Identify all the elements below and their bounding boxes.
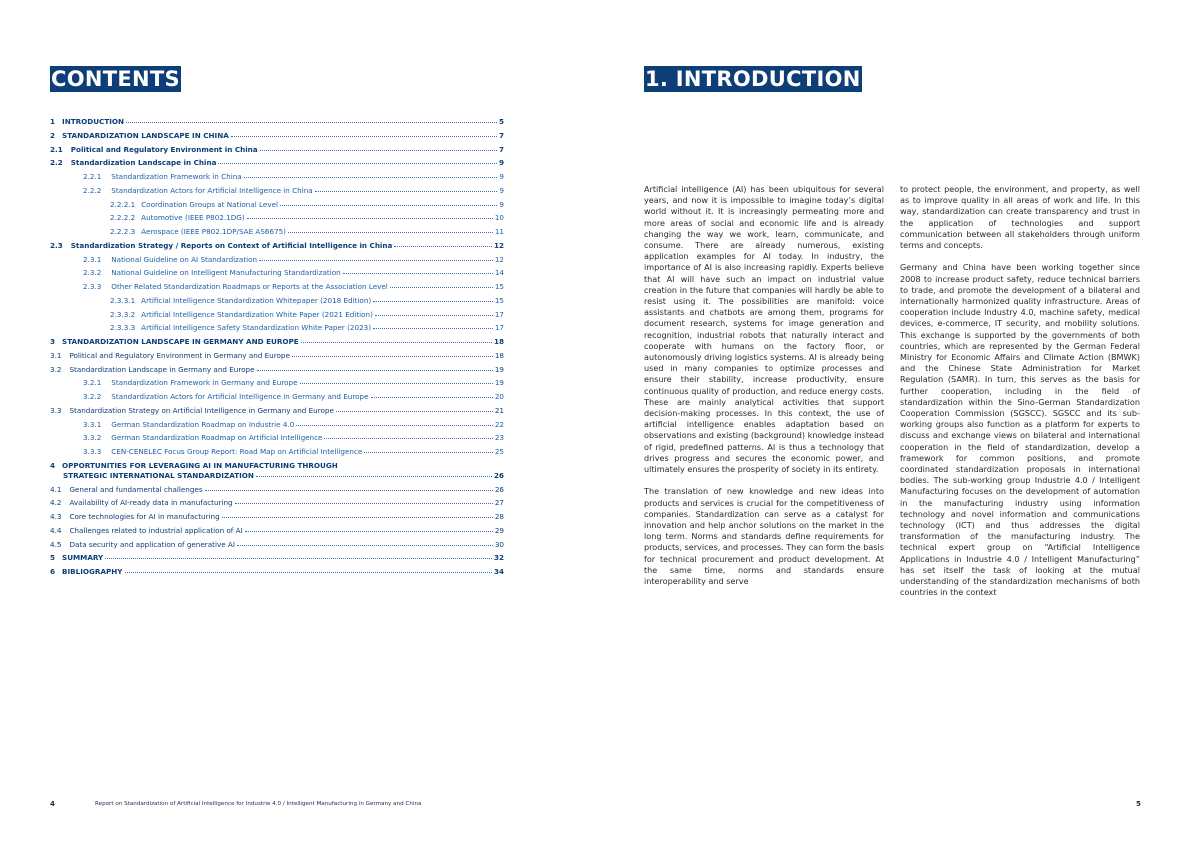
right-page-number: 5 (1136, 800, 1141, 808)
toc-entry-title: Standardization Framework in China (111, 172, 242, 181)
toc-entry[interactable] (50, 447, 504, 461)
toc-entry-title: National Guideline on Intelligent Manufacturing Standardization (111, 268, 341, 278)
toc-entry[interactable] (50, 512, 504, 526)
toc-entry-page: 17 (494, 309, 504, 319)
left-page-number: 4 (50, 800, 55, 808)
toc-entry[interactable] (50, 553, 504, 567)
intro-column-1 (644, 184, 884, 598)
table-of-contents (50, 117, 504, 581)
toc-entry-number: 4.2 (50, 498, 62, 508)
toc-entry[interactable] (50, 540, 504, 554)
toc-entry-page: 32 (493, 553, 504, 563)
toc-leader-dots (364, 452, 493, 453)
toc-entry-title: Aerospace (IEEE P802.1DP/SAE AS6675) (141, 227, 286, 236)
intro-column-2 (900, 184, 1140, 610)
toc-entry-page: 18 (494, 350, 504, 360)
toc-entry-number: 2.3.1 (83, 254, 102, 264)
toc-entry-title: Availability of AI-ready data in manufacturing (69, 498, 233, 508)
toc-entry-number: 3.3 (50, 405, 62, 415)
toc-entry-title: National Guideline on AI Standardization (111, 254, 258, 264)
toc-leader-dots (292, 356, 493, 357)
toc-entry[interactable] (50, 351, 504, 365)
toc-entry-page: 26 (493, 470, 504, 480)
toc-entry-number: 6 (50, 567, 56, 576)
toc-entry-number: 3.3.2 (83, 433, 102, 443)
toc-entry-title: SUMMARY (62, 553, 104, 563)
toc-entry-title: German Standardization Roadmap on Artificial Intelligence (111, 433, 323, 443)
toc-entry-title: Artificial Intelligence Standardization Whitepaper (2018 Edition) (141, 295, 372, 305)
toc-entry-title: Political and Regulatory Environment in Germany and Europe (69, 350, 290, 360)
toc-entry-number: 3.2 (50, 364, 62, 374)
toc-entry[interactable] (50, 420, 504, 434)
toc-leader-dots (105, 558, 492, 559)
toc-entry-title: OPPORTUNITIES FOR LEVERAGING AI IN MANUFACTURING THROUGH (62, 460, 338, 470)
toc-entry-title: Standardization Framework in Germany and Europe (111, 378, 298, 388)
toc-entry[interactable] (50, 268, 504, 282)
toc-entry-number: 2.3.3.2 (110, 309, 136, 319)
toc-entry-title: CEN-CENELEC Focus Group Report: Road Map on Artificial Intelligence (111, 447, 363, 456)
toc-leader-dots (324, 438, 492, 439)
toc-entry-page: 9 (498, 158, 504, 168)
toc-leader-dots (247, 218, 493, 219)
toc-entry[interactable] (50, 310, 504, 324)
toc-entry-number: 3.1 (50, 350, 62, 360)
toc-entry-page: 9 (499, 185, 504, 195)
toc-entry-number: 2.3.3 (83, 282, 102, 291)
toc-leader-dots (373, 301, 493, 302)
toc-entry-number: 2.1 (50, 144, 63, 154)
toc-entry-title: German Standardization Roadmap on Industrie 4.0 (111, 419, 295, 429)
toc-leader-dots (280, 205, 497, 206)
toc-entry-title: Political and Regulatory Environment in China (70, 144, 258, 154)
toc-entry[interactable] (50, 526, 504, 540)
toc-entry[interactable] (50, 296, 504, 310)
toc-entry[interactable] (50, 172, 504, 186)
toc-leader-dots (260, 150, 497, 151)
toc-entry-title: Standardization Actors for Artificial Intelligence in China (111, 185, 313, 195)
toc-entry-number: 3.3.1 (83, 419, 102, 429)
toc-entry-page: 15 (494, 295, 504, 305)
toc-leader-dots (394, 246, 492, 247)
toc-entry-title: Artificial Intelligence Safety Standardization White Paper (2023) (141, 323, 372, 333)
toc-entry[interactable] (50, 241, 504, 255)
toc-entry-title: Coordination Groups at National Level (141, 199, 278, 209)
toc-entry-page: 23 (494, 433, 504, 443)
toc-entry[interactable] (50, 282, 504, 296)
toc-entry[interactable] (50, 485, 504, 499)
toc-entry-title: Core technologies for AI in manufacturing (69, 512, 220, 521)
toc-entry[interactable] (50, 365, 504, 379)
toc-entry[interactable] (50, 186, 504, 200)
toc-entry-number: 2.3 (50, 240, 63, 250)
toc-leader-dots (288, 232, 493, 233)
toc-entry[interactable] (50, 406, 504, 420)
toc-entry-title: Data security and application of generative AI (69, 539, 235, 549)
toc-leader-dots (256, 476, 492, 477)
toc-leader-dots (336, 411, 493, 412)
introduction-heading: 1. INTRODUCTION (645, 67, 861, 91)
toc-entry-title: Standardization Actors for Artificial Intelligence in Germany and Europe (111, 392, 369, 401)
toc-entry-title: BIBLIOGRAPHY (62, 567, 123, 576)
toc-entry-title: Standardization Strategy / Reports on Context of Artificial Intelligence in China (70, 240, 393, 250)
toc-entry-title: Artificial Intelligence Standardization White Paper (2021 Edition) (141, 309, 373, 319)
toc-entry[interactable] (50, 498, 504, 512)
toc-entry-number: 3.2.2 (83, 392, 102, 401)
toc-entry[interactable] (50, 213, 504, 227)
toc-entry-title: STANDARDIZATION LANDSCAPE IN CHINA (62, 130, 229, 140)
toc-leader-dots (237, 545, 493, 546)
toc-entry-title: Automotive (IEEE P802.1DG) (141, 213, 245, 223)
toc-entry[interactable] (50, 255, 504, 269)
toc-entry-title: Challenges related to industrial application of AI (69, 525, 243, 535)
toc-entry-number: 4.4 (50, 525, 62, 535)
toc-entry[interactable] (50, 227, 504, 241)
toc-entry-page: 19 (494, 364, 504, 374)
toc-entry-page: 21 (494, 405, 504, 415)
toc-entry-page: 9 (499, 172, 504, 181)
toc-entry-title: STRATEGIC INTERNATIONAL STANDARDIZATION (63, 470, 254, 480)
toc-leader-dots (375, 315, 493, 316)
intro-paragraph: Artificial intelligence (AI) has been ubiquitous for several years, and now it is impossible to imagine today’s digital world without it. It is increasingly permeating more and more areas of social and economic life and is already changing the way we work, learn, communicate, and consume. There are already numerous, existing application examples for AI today. In industry, the importance of AI is also increasing rapidly. Experts believe that AI will have such an impact on industrial value creation in the future that companies will hardly be able to resist using it. The possibilities are manifold: voice assistants and chatbots are among them, programs for document research, systems for image generation and recognition, industrial robots that naturally interact and cooperate with humans on the factory floor, or autonomously driving logistics systems. AI is already being used in many companies to optimize processes and ensure their stability, increase productivity, ensure continuous quality of production, and reduce energy costs. These are mainly analytical activities that support decision-making processes. In this context, the use of artificial intelligence enables adaptation based on observations and existing (background) knowledge instead of rigid, predefined patterns. AI is thus a technology that drives progress and secures the economic power, and ultimately ensures the prosperity of society in its entirety. (644, 184, 884, 475)
toc-entry-page: 7 (498, 144, 504, 154)
toc-entry-page: 10 (494, 213, 504, 223)
toc-entry-number: 2.3.3.1 (110, 295, 136, 305)
toc-entry-title: Other Related Standardization Roadmaps or Reports at the Association Level (111, 282, 388, 291)
toc-entry[interactable] (50, 158, 504, 172)
toc-entry-number: 3 (50, 337, 56, 346)
toc-entry[interactable] (50, 323, 504, 337)
toc-entry-number: 4.1 (50, 484, 62, 494)
toc-entry-page: 5 (498, 117, 504, 126)
toc-leader-dots (126, 122, 497, 123)
toc-entry-number: 3.2.1 (83, 378, 102, 388)
toc-entry-number: 1 (50, 117, 56, 126)
toc-entry-title: Standardization Landscape in China (70, 158, 217, 168)
toc-entry-number: 2.2.2.1 (110, 199, 136, 209)
toc-entry-number: 2.2.2.2 (110, 213, 136, 223)
toc-leader-dots (245, 531, 493, 532)
toc-entry-page: 27 (494, 498, 504, 508)
toc-leader-dots (296, 425, 493, 426)
toc-leader-dots (218, 163, 497, 164)
toc-entry-page: 28 (494, 512, 504, 521)
toc-entry-title: STANDARDIZATION LANDSCAPE IN GERMANY AND EUROPE (62, 337, 299, 346)
toc-entry-number: 4.5 (50, 539, 62, 549)
toc-entry-number: 2.2 (50, 158, 63, 168)
toc-leader-dots (390, 287, 493, 288)
toc-entry[interactable] (50, 378, 504, 392)
toc-entry-page: 34 (493, 567, 504, 576)
intro-paragraph: Germany and China have been working together since 2008 to increase product safety, reduce technical barriers to trade, and promote the development of a bilateral and internationally harmonized quality infrastructure. Areas of cooperation include Industry 4.0, machine safety, medical devices, e-commerce, IT security, and mobility solutions. This exchange is supported by the governments of both countries, which are represented by the German Federal Ministry for Economic Affairs and Climate Action (BMWK) and the Chinese State Administration for Market Regulation (SAMR). In turn, this serves as the basis for further cooperation, including in the field of standardization within the Sino-German Standardization Cooperation Commission (SGSCC). SGSCC and its sub-working groups also function as a platform for experts to discuss and exchange views on bilateral and international cooperation in the field of standardization, develop a framework for common positions, and promote coordinated standardization proposals in international bodies. The sub-working group Industrie 4.0 / Intelligent Manufacturing focuses on the development of automation in the manufacturing industry using information technology and novel information and communications technology (ICT) and thus addresses the digital transformation of the manufacturing industry. The technical expert group on “Artificial Intelligence Applications in Industrie 4.0 / Intelligent Manufacturing” has set itself the task of looking at the mutual understanding of the standardization mechanisms of both countries in the context (900, 262, 1140, 598)
toc-entry[interactable] (50, 200, 504, 214)
toc-entry-page: 18 (493, 337, 504, 346)
toc-entry-page: 14 (494, 268, 504, 278)
toc-leader-dots (300, 383, 493, 384)
toc-leader-dots (257, 370, 493, 371)
contents-heading: CONTENTS (51, 67, 180, 91)
toc-leader-dots (373, 328, 493, 329)
toc-entry-title: INTRODUCTION (62, 117, 125, 126)
toc-entry-title: Standardization Strategy on Artificial Intelligence in Germany and Europe (69, 405, 334, 415)
toc-entry-number: 4.3 (50, 512, 62, 521)
toc-entry-number: 5 (50, 553, 56, 563)
toc-leader-dots (205, 490, 493, 491)
toc-entry[interactable] (50, 337, 504, 351)
toc-entry-page: 20 (494, 392, 504, 401)
toc-entry[interactable] (50, 471, 504, 485)
toc-entry-page: 25 (494, 447, 504, 456)
toc-entry-page: 7 (498, 130, 504, 140)
toc-entry-page: 9 (499, 199, 504, 209)
toc-entry[interactable] (50, 131, 504, 145)
toc-entry-number: 4 (50, 460, 56, 470)
toc-entry-page: 26 (494, 484, 504, 494)
toc-entry-page: 19 (494, 378, 504, 388)
toc-leader-dots (301, 342, 492, 343)
toc-entry-number: 2.2.1 (83, 172, 102, 181)
toc-entry-title: General and fundamental challenges (69, 484, 203, 494)
toc-entry-page: 12 (493, 240, 504, 250)
toc-entry-page: 29 (494, 525, 504, 535)
toc-entry-page: 15 (494, 282, 504, 291)
toc-entry[interactable] (50, 117, 504, 131)
toc-entry-number: 3.3.3 (83, 447, 102, 456)
toc-entry[interactable] (50, 433, 504, 447)
toc-entry-page: 30 (494, 539, 504, 549)
toc-leader-dots (315, 191, 498, 192)
toc-leader-dots (235, 503, 493, 504)
toc-entry-page: 22 (494, 419, 504, 429)
footer-report-title: Report on Standardization of Artificial Intelligence for Industrie 4.0 / Intelligent Manufacturing in Germany and China (95, 801, 422, 807)
toc-entry-number: 2.3.2 (83, 268, 102, 278)
toc-entry-page: 17 (494, 323, 504, 333)
toc-leader-dots (244, 177, 498, 178)
toc-entry[interactable] (50, 145, 504, 159)
toc-entry-number: 2.2.2 (83, 185, 102, 195)
toc-leader-dots (371, 397, 493, 398)
toc-entry-page: 12 (494, 254, 504, 264)
toc-entry-page: 11 (494, 227, 504, 236)
toc-entry-number: 2.3.3.3 (110, 323, 136, 333)
toc-leader-dots (343, 273, 493, 274)
toc-leader-dots (259, 260, 493, 261)
toc-entry-title: Standardization Landscape in Germany and Europe (69, 364, 255, 374)
intro-paragraph: The translation of new knowledge and new ideas into products and services is crucial for the competitiveness of companies. Standardization can serve as a catalyst for innovation and help anchor solutions on the market in the long term. Norms and standards define requirements for products, services, and processes. They can form the basis for technical procurement and product development. At the same time, norms and standards ensure interoperability and serve (644, 486, 884, 587)
toc-leader-dots (231, 136, 497, 137)
right-page (595, 0, 1190, 841)
intro-paragraph: to protect people, the environment, and property, as well as to improve quality in all areas of work and life. In this way, standardization can create transparency and trust in the application of technologies and support communication between all stakeholders through uniform terms and concepts. (900, 184, 1140, 251)
toc-entry-number: 2.2.2.3 (110, 227, 136, 236)
toc-entry-number: 2 (50, 130, 56, 140)
toc-leader-dots (222, 517, 493, 518)
toc-entry[interactable] (50, 567, 504, 581)
toc-leader-dots (125, 572, 492, 573)
toc-entry[interactable] (50, 461, 504, 471)
toc-entry[interactable] (50, 392, 504, 406)
